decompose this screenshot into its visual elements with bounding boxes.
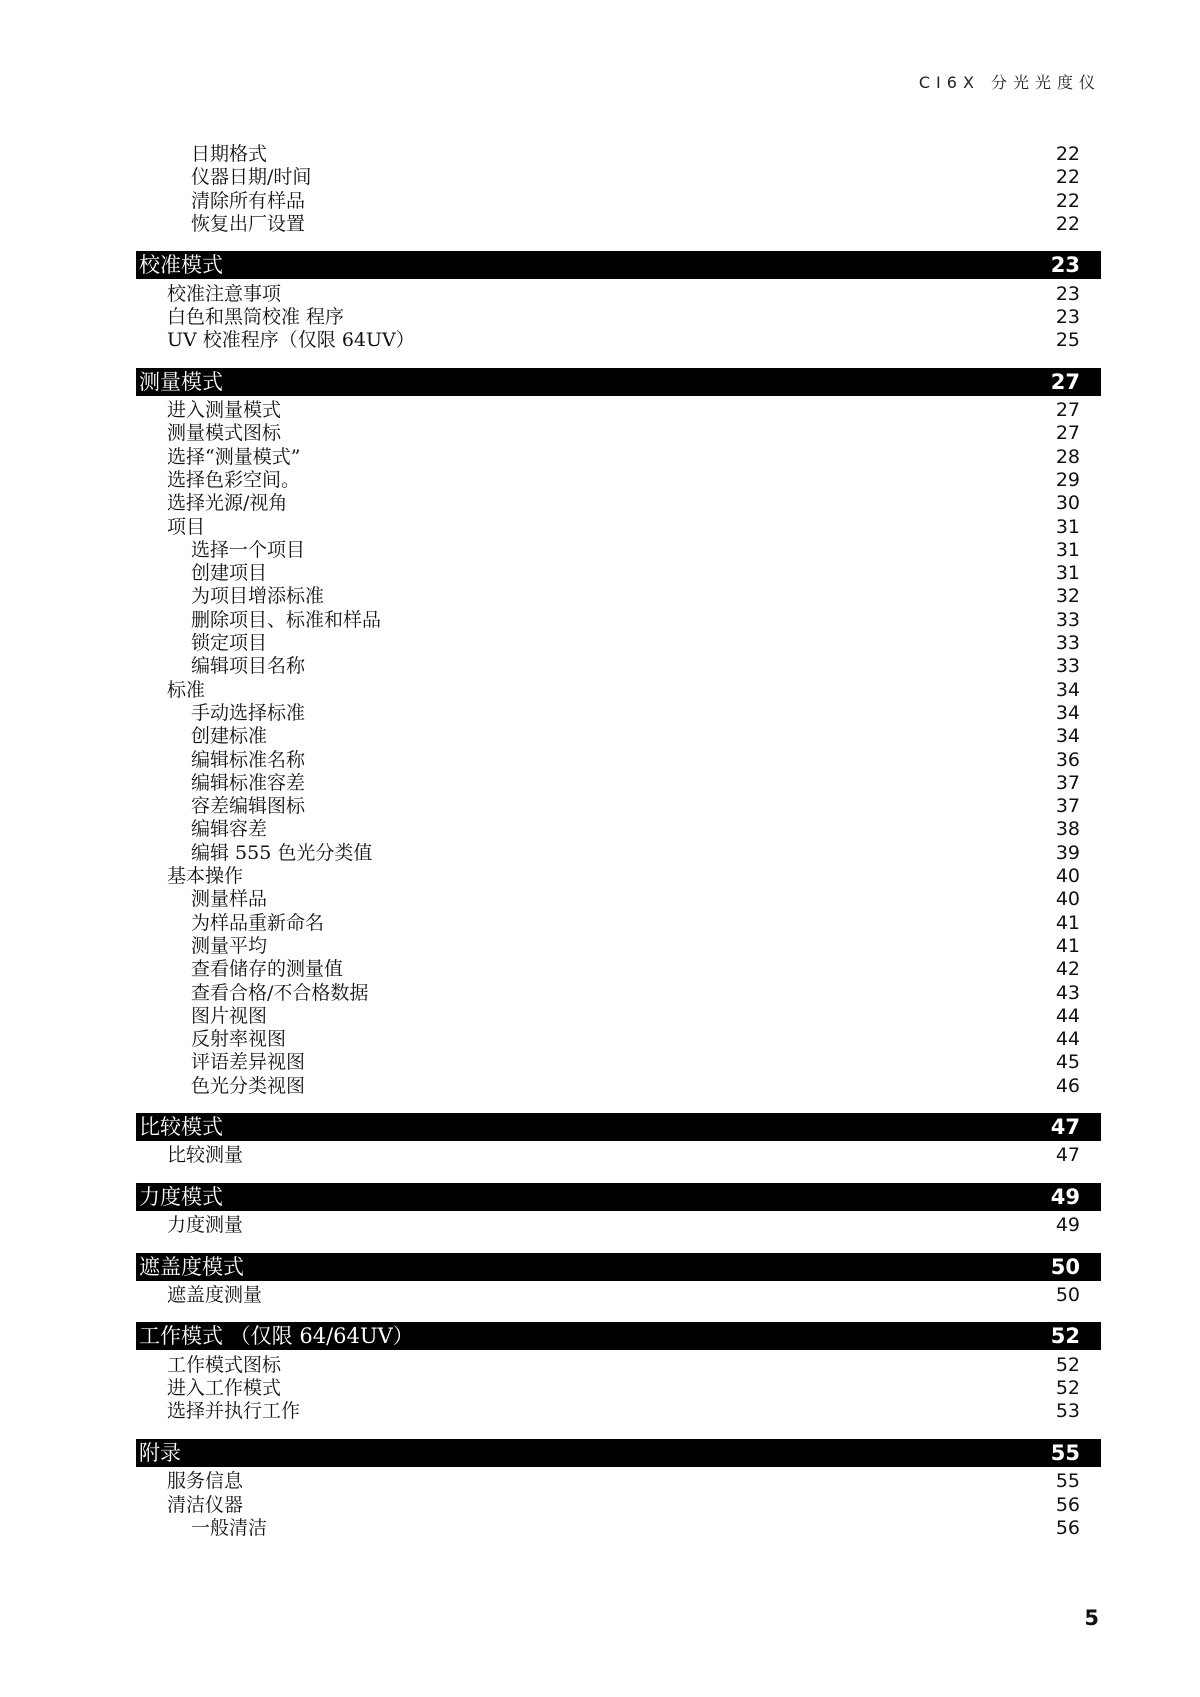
toc-entry-title: 力度测量	[167, 1214, 244, 1237]
toc-entry[interactable]	[136, 679, 1101, 702]
toc-entry[interactable]	[136, 190, 1101, 213]
toc-entry-title: 编辑 555 色光分类值	[191, 841, 373, 864]
toc-entry[interactable]	[136, 469, 1101, 492]
toc-entry-title: 容差编辑图标	[191, 795, 306, 818]
toc-entry-page: 34	[1055, 725, 1080, 748]
toc-entry-title: 查看储存的测量值	[191, 958, 344, 981]
toc-entry-page: 22	[1055, 212, 1080, 235]
toc-entry[interactable]	[136, 795, 1101, 818]
toc-entry[interactable]	[136, 655, 1101, 678]
toc-entry-page: 40	[1055, 865, 1080, 888]
section-page: 27	[1050, 369, 1080, 394]
toc-entry-title: 标准	[167, 678, 206, 701]
toc-entry-page: 56	[1055, 1493, 1080, 1516]
toc-entry-title: 创建标准	[191, 725, 268, 748]
toc-entry-page: 37	[1055, 771, 1080, 794]
section-page: 23	[1050, 253, 1080, 278]
toc-entry-title: UV 校准程序（仅限 64UV）	[167, 329, 415, 352]
toc-entry-title: 测量样品	[191, 888, 268, 911]
toc-entry-page: 45	[1055, 1051, 1080, 1074]
toc-entry-page: 46	[1055, 1074, 1080, 1097]
toc-entry[interactable]	[136, 422, 1101, 445]
toc-entry-title: 工作模式图标	[167, 1353, 282, 1376]
toc-entry-title: 选择“测量模式”	[167, 445, 301, 468]
toc-entry[interactable]	[136, 539, 1101, 562]
toc-entry-title: 锁定项目	[191, 632, 268, 655]
toc-entry-page: 44	[1055, 1028, 1080, 1051]
toc-entry-title: 测量模式图标	[167, 422, 282, 445]
toc-entry[interactable]	[136, 1494, 1101, 1517]
toc-section-heading[interactable]	[136, 1253, 1101, 1281]
toc-section-heading[interactable]	[136, 368, 1101, 396]
toc-entry[interactable]	[136, 702, 1101, 725]
toc-entry[interactable]	[136, 143, 1101, 166]
toc-entry-page: 27	[1055, 422, 1080, 445]
section-title: 工作模式 （仅限 64/64UV）	[139, 1324, 414, 1349]
toc-entry-page: 33	[1055, 632, 1080, 655]
toc-entry-title: 选择一个项目	[191, 538, 306, 561]
toc-entry-title: 编辑标准名称	[191, 748, 306, 771]
toc-entry-page: 25	[1055, 329, 1080, 352]
toc-entry-title: 为样品重新命名	[191, 911, 325, 934]
toc-entry-page: 52	[1055, 1377, 1080, 1400]
toc-entry-page: 33	[1055, 655, 1080, 678]
toc-entry[interactable]	[136, 492, 1101, 515]
toc-entry-title: 选择色彩空间。	[167, 468, 301, 491]
toc-entry-title: 进入工作模式	[167, 1377, 282, 1400]
toc-entry-title: 服务信息	[167, 1470, 244, 1493]
toc-entry[interactable]	[136, 772, 1101, 795]
toc-entry-page: 55	[1055, 1470, 1080, 1493]
toc-entry[interactable]	[136, 865, 1101, 888]
toc-entry-title: 进入测量模式	[167, 399, 282, 422]
toc-entry[interactable]	[136, 982, 1101, 1005]
toc-entry-page: 52	[1055, 1353, 1080, 1376]
toc-entry-title: 编辑项目名称	[191, 655, 306, 678]
toc-entry[interactable]	[136, 818, 1101, 841]
toc-entry[interactable]	[136, 516, 1101, 539]
toc-entry[interactable]	[136, 585, 1101, 608]
toc-entry-page: 56	[1055, 1516, 1080, 1539]
toc-entry-title: 清除所有样品	[191, 189, 306, 212]
toc-entry[interactable]	[136, 1005, 1101, 1028]
toc-section-heading[interactable]	[136, 1322, 1101, 1350]
toc-entry-page: 28	[1055, 445, 1080, 468]
toc-section-heading[interactable]	[136, 1439, 1101, 1467]
toc-entry-page: 43	[1055, 981, 1080, 1004]
toc-entry-title: 选择光源/视角	[167, 492, 288, 515]
toc-entry-title: 遮盖度测量	[167, 1284, 263, 1307]
toc-entry[interactable]	[136, 213, 1101, 236]
toc-entry[interactable]	[136, 1214, 1101, 1237]
toc-entry-page: 42	[1055, 958, 1080, 981]
toc-entry-page: 50	[1055, 1284, 1080, 1307]
toc-entry-page: 53	[1055, 1400, 1080, 1423]
toc-entry-title: 为项目增添标准	[191, 585, 325, 608]
toc-entry-page: 31	[1055, 538, 1080, 561]
toc-entry-page: 49	[1055, 1214, 1080, 1237]
toc-entry[interactable]	[136, 283, 1101, 306]
toc-entry-title: 编辑容差	[191, 818, 268, 841]
toc-entry[interactable]	[136, 1028, 1101, 1051]
toc-entry-title: 仪器日期/时间	[191, 166, 312, 189]
toc-entry[interactable]	[136, 958, 1101, 981]
toc-entry-page: 31	[1055, 562, 1080, 585]
section-page: 47	[1050, 1114, 1080, 1139]
toc-entry[interactable]	[136, 609, 1101, 632]
toc-entry-title: 日期格式	[191, 143, 268, 165]
toc-entry-title: 清洁仪器	[167, 1493, 244, 1516]
section-page: 50	[1050, 1254, 1080, 1279]
toc-entry-page: 22	[1055, 189, 1080, 212]
toc-entry-title: 恢复出厂设置	[191, 212, 306, 235]
toc-entry-page: 34	[1055, 678, 1080, 701]
toc-entry[interactable]	[136, 1377, 1101, 1400]
section-page: 49	[1050, 1184, 1080, 1209]
toc-entry-page: 33	[1055, 608, 1080, 631]
toc-entry-title: 一般清洁	[191, 1516, 268, 1539]
toc-entry[interactable]	[136, 842, 1101, 865]
toc-entry-title: 删除项目、标准和样品	[191, 608, 382, 631]
toc-entry[interactable]	[136, 888, 1101, 911]
toc-entry-page: 29	[1055, 468, 1080, 491]
toc-entry-page: 37	[1055, 795, 1080, 818]
toc-entry[interactable]	[136, 1517, 1101, 1540]
toc-entry-title: 白色和黑筒校准 程序	[167, 305, 345, 328]
toc-entry-page: 39	[1055, 841, 1080, 864]
toc-entry-page: 22	[1055, 166, 1080, 189]
toc-entry[interactable]	[136, 749, 1101, 772]
toc-entry[interactable]	[136, 912, 1101, 935]
toc-entry[interactable]	[136, 166, 1101, 189]
toc-entry-title: 创建项目	[191, 562, 268, 585]
toc-entry-page: 41	[1055, 911, 1080, 934]
toc-entry-page: 23	[1055, 305, 1080, 328]
toc-entry[interactable]	[136, 562, 1101, 585]
toc-entry-title: 手动选择标准	[191, 701, 306, 724]
toc-entry-page: 40	[1055, 888, 1080, 911]
toc-entry-page: 44	[1055, 1004, 1080, 1027]
section-page: 55	[1050, 1440, 1080, 1465]
toc-entry-title: 评语差异视图	[191, 1051, 306, 1074]
section-title: 附录	[139, 1440, 181, 1465]
toc-section-heading[interactable]	[136, 251, 1101, 279]
toc-entry[interactable]	[136, 1075, 1101, 1098]
toc-entry-title: 项目	[167, 515, 206, 538]
toc-entry-page: 36	[1055, 748, 1080, 771]
toc-entry-page: 38	[1055, 818, 1080, 841]
toc-entry-title: 选择并执行工作	[167, 1400, 301, 1423]
toc-entry-title: 校准注意事项	[167, 282, 282, 305]
toc-entry-title: 查看合格/不合格数据	[191, 981, 369, 1004]
toc-entry[interactable]	[136, 935, 1101, 958]
toc-entry-page: 34	[1055, 701, 1080, 724]
section-title: 力度模式	[139, 1184, 223, 1209]
table-of-contents	[136, 143, 1101, 1540]
toc-entry[interactable]	[136, 306, 1101, 329]
toc-entry-title: 基本操作	[167, 865, 244, 888]
toc-section-heading[interactable]	[136, 1113, 1101, 1141]
section-title: 遮盖度模式	[139, 1254, 244, 1279]
toc-entry[interactable]	[136, 632, 1101, 655]
toc-entry[interactable]	[136, 399, 1101, 422]
toc-entry[interactable]	[136, 1470, 1101, 1493]
toc-section-heading[interactable]	[136, 1183, 1101, 1211]
toc-entry-title: 色光分类视图	[191, 1074, 306, 1097]
toc-entry-page: 30	[1055, 492, 1080, 515]
toc-entry[interactable]	[136, 1051, 1101, 1074]
toc-entry-page: 22	[1055, 143, 1080, 165]
toc-entry[interactable]	[136, 329, 1101, 352]
toc-entry[interactable]	[136, 1284, 1101, 1307]
section-page: 52	[1050, 1324, 1080, 1349]
toc-entry[interactable]	[136, 725, 1101, 748]
toc-entry-title: 反射率视图	[191, 1028, 287, 1051]
toc-entry-title: 比较测量	[167, 1144, 244, 1167]
toc-entry-page: 31	[1055, 515, 1080, 538]
toc-entry[interactable]	[136, 1354, 1101, 1377]
toc-entry[interactable]	[136, 446, 1101, 469]
running-header: CI6X 分光光度仪	[918, 73, 1101, 92]
toc-entry-page: 47	[1055, 1144, 1080, 1167]
toc-entry[interactable]	[136, 1400, 1101, 1423]
toc-entry-page: 27	[1055, 399, 1080, 422]
toc-entry[interactable]	[136, 1144, 1101, 1167]
section-title: 测量模式	[139, 369, 223, 394]
toc-entry-title: 编辑标准容差	[191, 771, 306, 794]
toc-entry-title: 图片视图	[191, 1004, 268, 1027]
toc-entry-title: 测量平均	[191, 934, 268, 957]
toc-entry-page: 41	[1055, 934, 1080, 957]
toc-entry-page: 32	[1055, 585, 1080, 608]
section-title: 比较模式	[139, 1114, 223, 1139]
page-number: 5	[1084, 1606, 1099, 1630]
section-title: 校准模式	[139, 253, 223, 278]
toc-entry-page: 23	[1055, 282, 1080, 305]
